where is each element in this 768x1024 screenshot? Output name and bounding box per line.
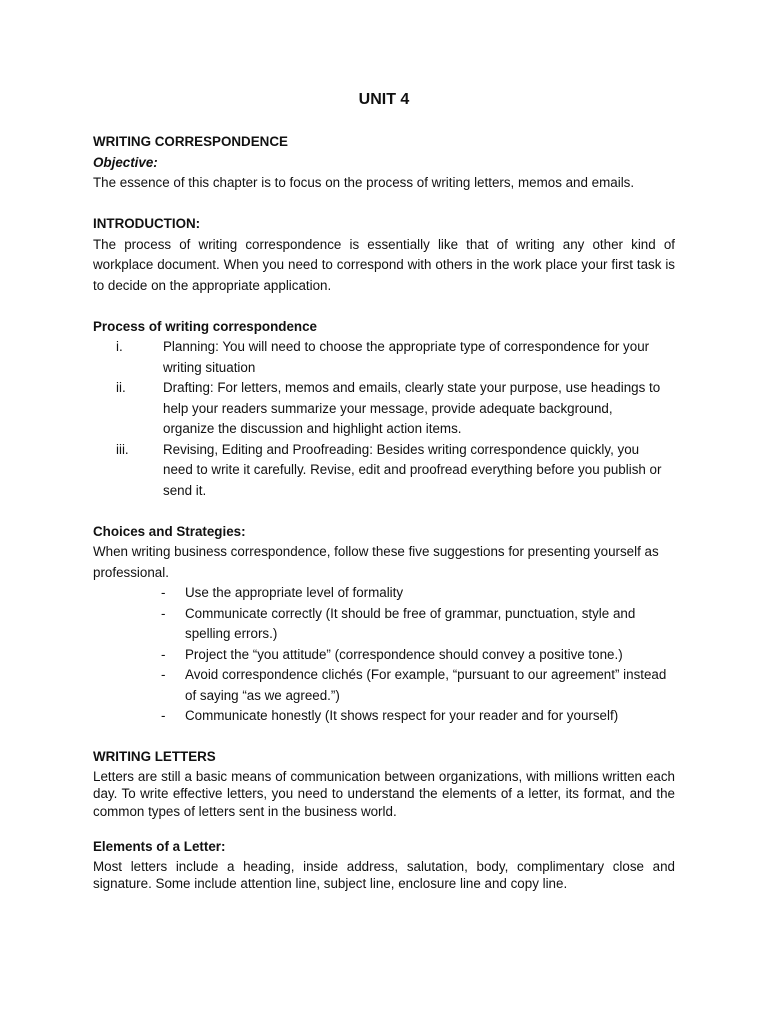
list-item-text: Communicate honestly (It shows respect for your reader and for yourself) — [185, 708, 619, 723]
list-item-dash: - — [161, 585, 166, 600]
list-item — [93, 440, 675, 502]
list-item — [93, 337, 675, 378]
section-title: WRITING CORRESPONDENCE — [93, 134, 288, 149]
list-item-text: Communicate correctly (It should be free of grammar, punctuation, style and spelling errors.) — [185, 605, 636, 641]
list-item — [93, 706, 675, 727]
choices-intro: When writing business correspondence, follow these five suggestions for presenting yourself as professional. — [93, 544, 659, 580]
elements-heading: Elements of a Letter: — [93, 839, 226, 854]
list-item-dash: - — [161, 605, 166, 621]
writing-letters-text: Letters are still a basic means of communication between organizations, with millions written each day. To write effective letters, you need to understand the elements of a letter, its format, and the common types of letters sent in the business world. — [93, 768, 675, 819]
list-item — [93, 378, 675, 440]
objective-text: The essence of this chapter is to focus on the process of writing letters, memos and emails. — [93, 175, 635, 190]
list-item — [93, 604, 675, 645]
list-item-text: Avoid correspondence clichés (For example, “pursuant to our agreement” instead of saying “as we agreed.”) — [185, 667, 667, 703]
list-item-dash: - — [161, 667, 166, 682]
list-item — [93, 665, 675, 706]
list-item — [93, 583, 675, 604]
list-item-dash: - — [161, 708, 166, 723]
choices-heading: Choices and Strategies: — [93, 523, 246, 539]
list-item-number: ii. — [116, 380, 126, 395]
list-item-text: Use the appropriate level of formality — [185, 585, 404, 600]
list-item-text: Project the “you attitude” (correspondence should convey a positive tone.) — [185, 646, 623, 662]
writing-letters-heading: WRITING LETTERS — [93, 749, 216, 764]
list-item-number: i. — [116, 339, 123, 354]
elements-text: Most letters include a heading, inside address, salutation, body, complimentary close and signature. Some include attention line, subject line, enclosure line and copy line. — [93, 858, 675, 891]
list-item-text: Planning: You will need to choose the appropriate type of correspondence for your writing situation — [163, 339, 650, 375]
list-item-number: iii. — [116, 441, 129, 457]
process-list — [93, 337, 675, 501]
introduction-text: The process of writing correspondence is essentially like that of writing any other kind of workplace document. When you need to correspond with others in the work place your first task is to decide on the appropriate application. — [93, 236, 675, 293]
list-item-dash: - — [161, 646, 166, 662]
document-page — [93, 88, 675, 893]
process-heading: Process of writing correspondence — [93, 318, 317, 334]
unit-title: UNIT 4 — [358, 91, 410, 108]
list-item — [93, 645, 675, 666]
list-item-text: Drafting: For letters, memos and emails, clearly state your purpose, use headings to help your readers summarize your message, provide adequate background, organize the discussion and highlight action items. — [163, 380, 661, 436]
list-item-text: Revising, Editing and Proofreading: Besides writing correspondence quickly, you need to write it carefully. Revise, edit and proofread everything before you publish or send it. — [163, 441, 662, 498]
choices-list — [93, 583, 675, 727]
objective-label: Objective: — [93, 154, 158, 170]
introduction-heading: INTRODUCTION: — [93, 216, 201, 231]
